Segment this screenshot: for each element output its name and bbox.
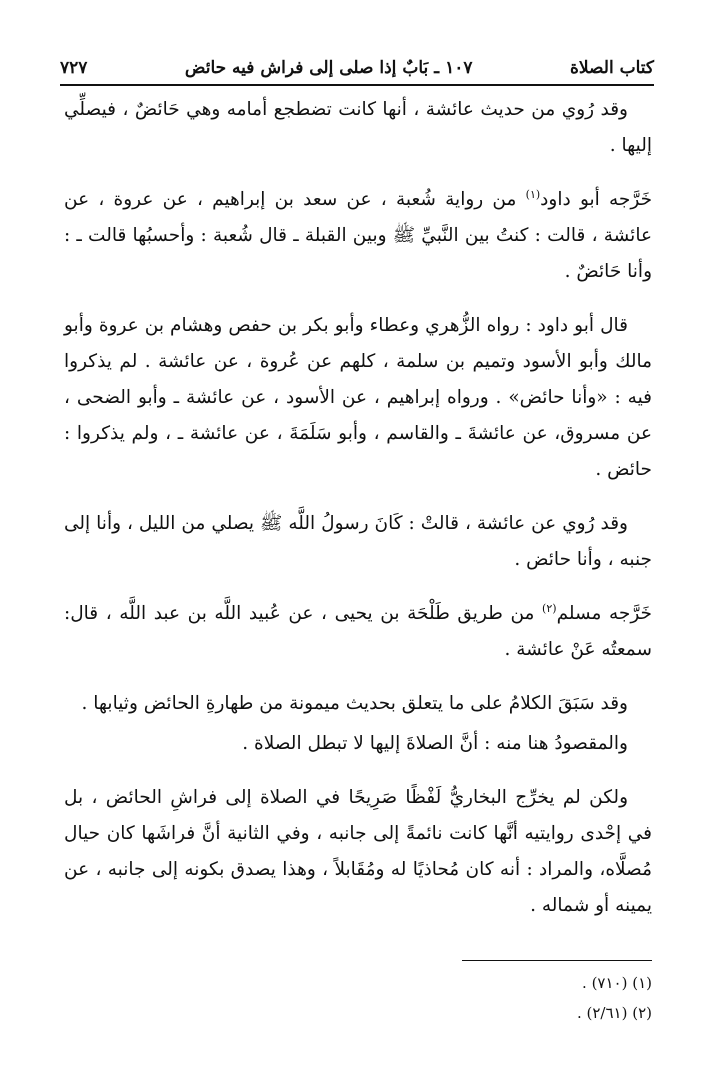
main-text (64, 92, 652, 942)
paragraph: وقد رُوي من حديث عائشة ، أنها كانت تضطجع أمامه وهي حَائضٌ ، فيصلِّي إليها . (64, 99, 652, 156)
page-header (60, 52, 654, 86)
footnote-divider (462, 960, 652, 961)
book-title: كتاب الصلاة (569, 58, 654, 78)
paragraph: خَرَّجه أبو داود$^{(١)}$ من رواية شُعبة ، عن سعد بن إبراهيم ، عن عروة ، عن عائشة ، قالت : كنتُ بين النَّبيِّ ﷺ وبين القبلة ـ قال شُعبة : وأحسبُها قالت ـ : وأنا حَائضٌ . (64, 187, 653, 282)
chapter-title: ١٠٧ ـ بَابٌ إذا صلى إلى فراش فيه حائض (184, 58, 473, 78)
footnotes (64, 970, 652, 1030)
paragraph: والمقصودُ هنا منه : أنَّ الصلاةَ إليها لا تبطل الصلاة . (242, 733, 628, 754)
footnote-ref: (٢) (542, 601, 557, 615)
footnote-ref: (١) (525, 187, 541, 201)
paragraph: ولكن لم يخرِّج البخاريُّ لَفْظًا صَرِيحًا في الصلاة إلى فراشِ الحائض ، بل في إحْدى روايتيه أنَّها كانت نائمةً إلى جانبه ، وفي الثانية أنَّ فراشَها كان حيال مُصلَّاه، والمراد : أنه كان مُحاذيًا له ومُقَابلاً ، وهذا يصدق بكونه إلى جانبه ، عن يمينه أو شماله . (64, 787, 652, 916)
paragraph: وقد رُوي عن عائشة ، قالتْ : كَانَ رسولُ اللَّه ﷺ يصلي من الليل ، وأنا إلى جنبه ، وأنا حائض . (64, 513, 652, 570)
paragraph: وقد سَبَقَ الكلامُ على ما يتعلق بحديث ميمونة من طهارةِ الحائض وثيابها . (81, 693, 628, 714)
page-number: ٧٢٧ (60, 58, 88, 78)
footnote: (٢) (٢/٦١) . (576, 1004, 652, 1022)
footnote: (١) (٧١٠) . (582, 974, 652, 992)
paragraph: قال أبو داود : رواه الزُّهري وعطاء وأبو بكر بن حفص وهشام بن عروة وأبو مالك وأبو الأسود وتميم بن سلمة ، كلهم عن عُروة ، عن عائشة . لم يذكروا فيه : «وأنا حائض» . ورواه إبراهيم ، عن الأسود ، عن عائشة ـ وأبو الضحى ، عن مسروق، عن عائشةَ ـ والقاسم ، وأبو سَلَمَةَ ، عن عائشة ـ ، ولم يذكروا : حائض . (64, 315, 652, 480)
paragraph: خَرَّجه مسلم$^{(٢)}$ من طريق طَلْحَة بن يحيى ، عن عُبيد اللَّه بن عبد اللَّه ، قال: سمعتُه عَنْ عائشة . (64, 601, 652, 660)
